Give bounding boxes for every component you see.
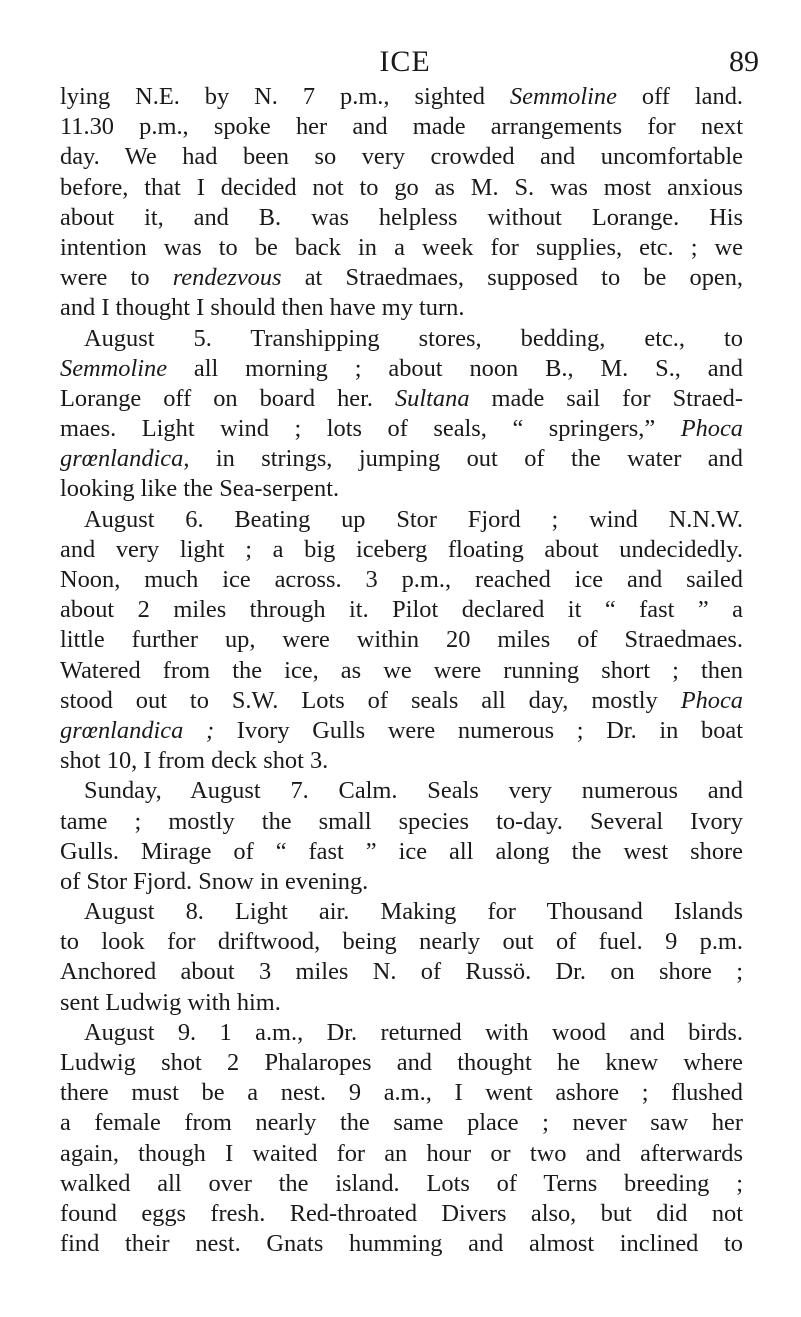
text-line: August 9. 1 a.m., Dr. returned with wood and birds. [84,1018,743,1046]
text-line: and I thought I should then have my turn. [60,294,465,322]
text-line: and very light ; a big iceberg floating about undecidedly. [60,535,743,563]
text-line: a female from nearly the same place ; never saw her [60,1109,743,1137]
text-line: maes. Light wind ; lots of seals, “ springers,” Phoca [60,415,743,443]
text-line: find their nest. Gnats humming and almost inclined to [60,1230,743,1258]
text-line: Gulls. Mirage of “ fast ” ice all along the west shore [60,837,743,865]
text-line: day. We had been so very crowded and uncomfortable [60,143,743,171]
text-line: were to rendezvous at Straedmaes, supposed to be open, [60,264,744,292]
text-line: again, though I waited for an hour or two and afterwards [60,1139,743,1167]
text-line: walked all over the island. Lots of Terns breeding ; [60,1169,743,1197]
text-line: sent Ludwig with him. [60,988,281,1016]
body-text [60,82,743,1259]
text-line: before, that I decided not to go as M. S. was most anxious [60,173,743,201]
text-line: grœnlandica, in strings, jumping out of the water and [60,445,743,473]
text-line: August 5. Transhipping stores, bedding, etc., to [84,324,743,352]
text-line: found eggs fresh. Red-throated Divers also, but did not [60,1199,743,1227]
text-line: of Stor Fjord. Snow in evening. [60,867,369,895]
text-line: there must be a nest. 9 a.m., I went ashore ; flushed [60,1079,743,1107]
running-title: ICE [379,45,431,78]
text-line: stood out to S.W. Lots of seals all day, mostly Phoca [60,686,743,714]
text-line: about 2 miles through it. Pilot declared it “ fast ” a [60,596,743,624]
page-number: 89 [729,45,759,78]
text-line: shot 10, I from deck shot 3. [60,747,329,775]
text-line: Lorange off on board her. Sultana made sail for Straed- [60,384,743,412]
text-line: Sunday, August 7. Calm. Seals very numerous and [84,777,743,805]
text-line: lying N.E. by N. 7 p.m., sighted Semmoline off land. [60,83,743,110]
text-line: grœnlandica ; Ivory Gulls were numerous ; Dr. in boat [60,716,743,744]
text-line: Anchored about 3 miles N. of Russö. Dr. on shore ; [60,958,743,986]
text-line: intention was to be back in a week for supplies, etc. ; we [60,233,743,261]
text-line: Watered from the ice, as we were running short ; then [60,656,743,684]
text-line: little further up, were within 20 miles of Straedmaes. [60,626,743,654]
text-line: tame ; mostly the small species to-day. Several Ivory [60,807,743,835]
text-line: about it, and B. was helpless without Lorange. His [60,203,743,231]
text-line: Ludwig shot 2 Phalaropes and thought he knew where [60,1049,743,1076]
text-line: looking like the Sea-serpent. [60,475,340,503]
text-line: Noon, much ice across. 3 p.m., reached ice and sailed [60,566,743,593]
text-line: 11.30 p.m., spoke her and made arrangements for next [60,113,743,141]
running-head [0,42,801,82]
text-line: August 6. Beating up Stor Fjord ; wind N.N.W. [84,505,743,533]
text-line: Semmoline all morning ; about noon B., M. S., and [60,354,743,382]
text-line: to look for driftwood, being nearly out of fuel. 9 p.m. [60,928,743,956]
text-line: August 8. Light air. Making for Thousand Islands [84,898,743,926]
